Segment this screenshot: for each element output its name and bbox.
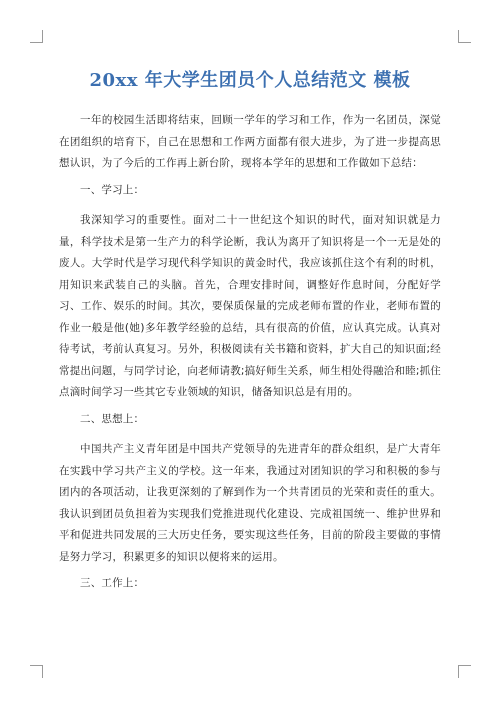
crop-mark-bottom-left	[30, 665, 43, 678]
crop-mark-bottom-right	[458, 665, 471, 678]
crop-mark-top-left	[30, 30, 43, 43]
section-heading-thought: 二、思想上：	[80, 412, 145, 425]
thought-paragraph: 中国共产主义青年团是中国共产党领导的先进青年的群众组织，是广大青年在实践中学习共产主义的学校。这一年来，我通过对团知识的学习和积极的参与团内的各项活动，让我更深刻的了解到作为一个共青团员的光荣和责任的重大。我认识到团员负担着为实现我们党推进现代化建设、完成祖国统一、维护世界和平和促进共同发展的三大历史任务，要实现这些任务，目前的阶段主要做的事情是努力学习，积累更多的知识以便将来的运用。	[59, 443, 441, 563]
intro-paragraph: 一年的校园生活即将结束，回顾一学年的学习和工作，作为一名团员，深觉在团组织的培育下，自己在思想和工作两方面都有很大进步，为了进一步提高思想认识，为了今后的工作再上新台阶，现将本学年的思想和工作做如下总结：	[59, 114, 441, 169]
document-title: 20xx 年大学生团员个人总结范文 模板	[89, 70, 411, 91]
section-heading-study: 一、学习上：	[80, 183, 145, 196]
crop-mark-top-right	[458, 30, 471, 43]
document-body	[59, 110, 441, 604]
study-paragraph: 我深知学习的重要性。面对二十一世纪这个知识的时代，面对知识就是力量，科学技术是第一生产力的科学论断，我认为离开了知识将是一个一无是处的废人。大学时代是学习现代科学知识的黄金时代，我应该抓住这个有利的时机，用知识来武装自己的头脑。首先，合理安排时间，调整好作息时间，分配好学习、工作、娱乐的时间。其次，要保质保量的完成老师布置的作业，老师布置的作业一般是他(她)多年教学经验的总结，具有很高的价值，应认真完成。认真对待考试，考前认真复习。另外，积极阅读有关书籍和资料，扩大自己的知识面;经常提出问题，与同学讨论，向老师请教;搞好师生关系，师生相处得融洽和睦;抓住点滴时间学习一些其它专业领域的知识，储备知识总是有用的。	[59, 214, 441, 398]
section-heading-work: 三、工作上：	[80, 577, 145, 589]
